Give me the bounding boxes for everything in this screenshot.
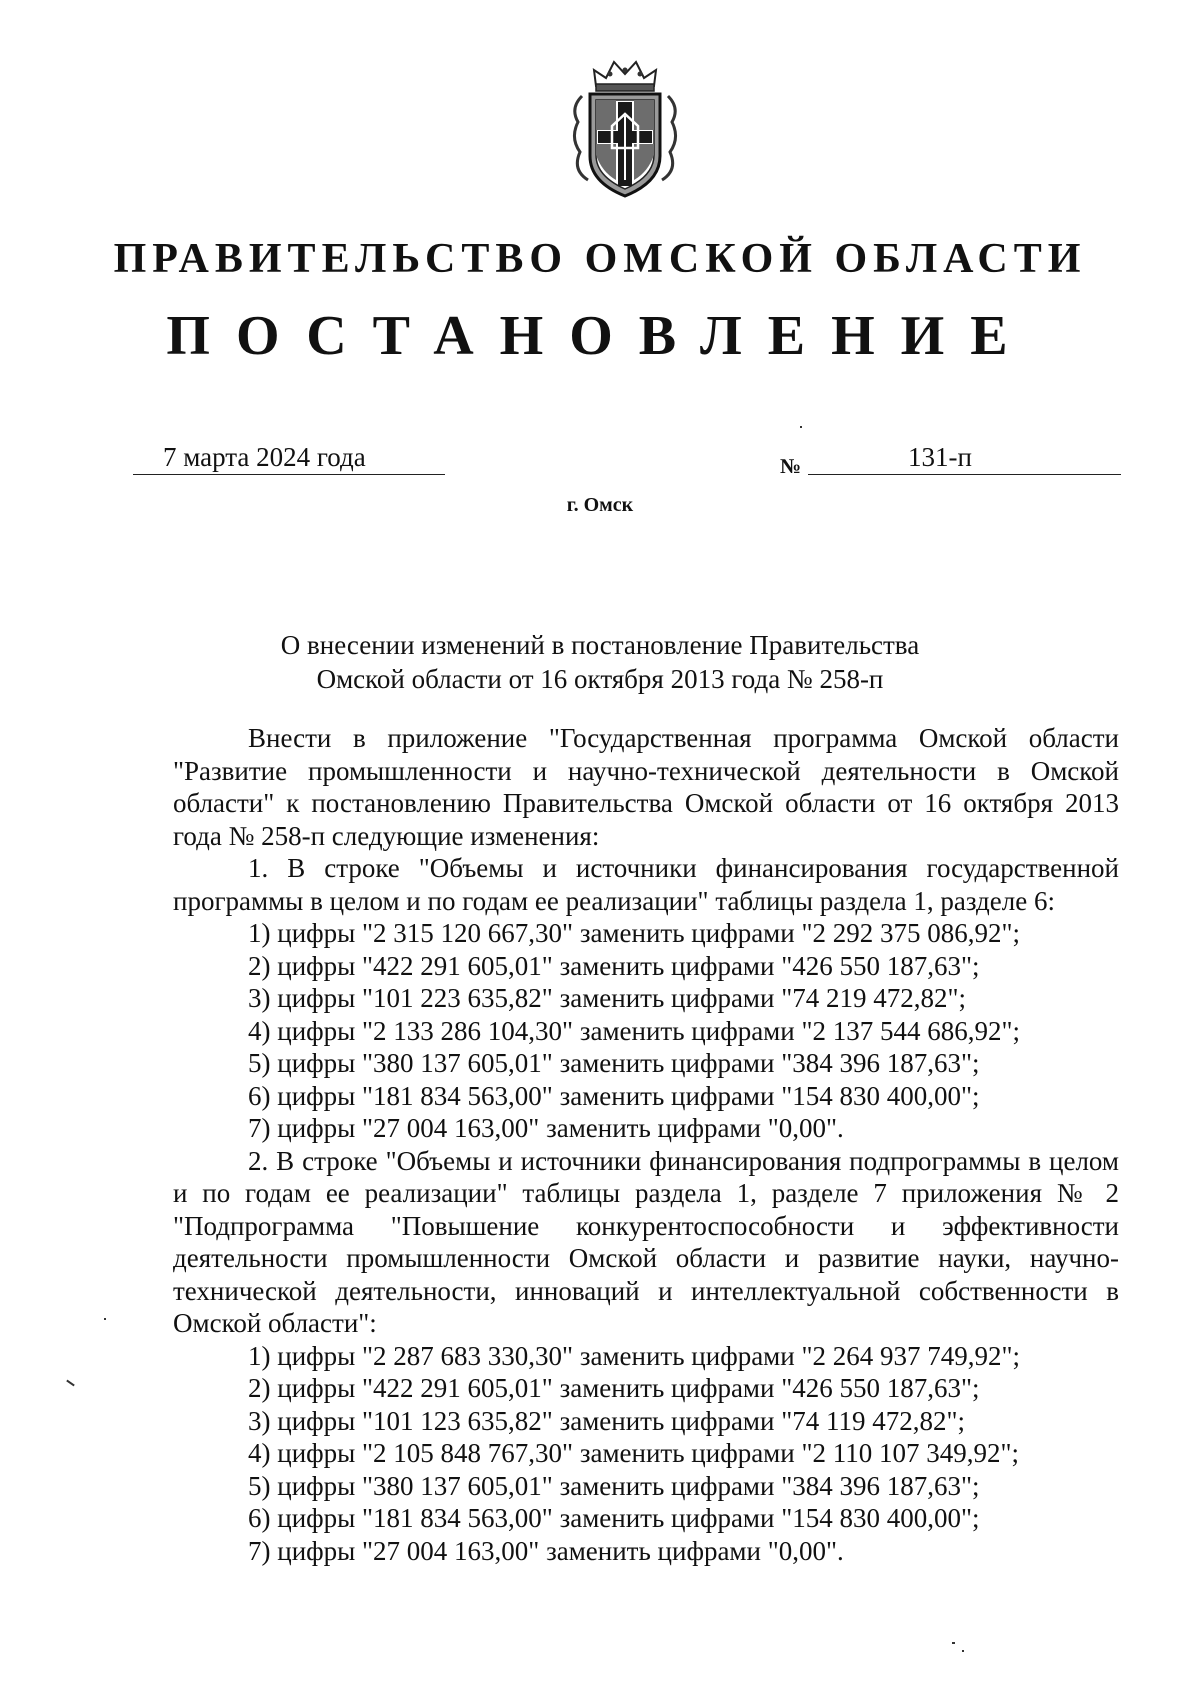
item-2-subitem: 3) цифры "101 123 635,82" заменить цифрами "74 119 472,82"; xyxy=(248,1405,966,1436)
scan-speck xyxy=(800,426,802,428)
scan-speck xyxy=(962,1650,964,1652)
scan-speck xyxy=(952,1642,955,1644)
subject-line-1: О внесении изменений в постановление Правительства xyxy=(280,630,920,660)
item-2-subitem: 4) цифры "2 105 848 767,30" заменить цифрами "2 110 107 349,92"; xyxy=(248,1438,1020,1468)
document-body xyxy=(173,722,1119,1567)
document-type-title: ПОСТАНОВЛЕНИЕ xyxy=(166,305,1034,367)
item-1-subitem: 6) цифры "181 834 563,00" заменить цифрами "154 830 400,00"; xyxy=(248,1080,980,1111)
document-date: 7 марта 2024 года xyxy=(133,440,445,475)
item-1-subitem: 7) цифры "27 004 163,00" заменить цифрами "0,00". xyxy=(248,1113,844,1143)
intro-paragraph: Внести в приложение "Государственная программа Омской области "Развитие промышленности и научно-технической деятельности в Омской области" к постановлению Правительства Омской области от 16 октября 2013 года № 258-п следующие изменения: xyxy=(173,723,1119,851)
coat-of-arms-emblem xyxy=(566,52,684,200)
subject-line-2: Омской области от 16 октября 2013 года № 258-п xyxy=(316,664,884,694)
item-1-subitem: 4) цифры "2 133 286 104,30" заменить цифрами "2 137 544 686,92"; xyxy=(248,1015,1021,1046)
item-1-subitem: 1) цифры "2 315 120 667,30" заменить цифрами "2 292 375 086,92"; xyxy=(248,918,1021,948)
item-2-subitem: 7) цифры "27 004 163,00" заменить цифрами "0,00". xyxy=(248,1535,844,1566)
item-2-subitem: 6) цифры "181 834 563,00" заменить цифрами "154 830 400,00"; xyxy=(248,1503,980,1533)
item-2-paragraph: 2. В строке "Объемы и источники финансирования подпрограммы в целом и по годам ее реализации" таблицы раздела 1, разделе 7 приложения № 2 "Подпрограмма "Повышение конкурентоспособности и эффективности деятельности промышленности Омской области и развитие науки, научно-технической деятельности, инноваций и интеллектуальной собственности в Омской области": xyxy=(173,1145,1119,1338)
item-1-paragraph: 1. В строке "Объемы и источники финансирования государственной программы в целом и по годам ее реализации" таблицы раздела 1, разделе 6: xyxy=(173,853,1119,916)
document-subject xyxy=(0,628,1200,696)
item-2-subitem: 2) цифры "422 291 605,01" заменить цифрами "426 550 187,63"; xyxy=(248,1373,980,1403)
item-2-subitem: 1) цифры "2 287 683 330,30" заменить цифрами "2 264 937 749,92"; xyxy=(248,1340,1021,1371)
scan-speck xyxy=(66,1380,75,1387)
scan-speck xyxy=(104,1318,106,1320)
item-2-subitem: 5) цифры "380 137 605,01" заменить цифрами "384 396 187,63"; xyxy=(248,1470,980,1501)
number-sign: № xyxy=(780,454,802,478)
document-city: г. Омск xyxy=(566,494,634,516)
government-title: ПРАВИТЕЛЬСТВО ОМСКОЙ ОБЛАСТИ xyxy=(113,236,1087,282)
item-1-subitem: 2) цифры "422 291 605,01" заменить цифрами "426 550 187,63"; xyxy=(248,950,980,981)
item-1-subitem: 3) цифры "101 223 635,82" заменить цифрами "74 219 472,82"; xyxy=(248,983,967,1013)
item-1-subitem: 5) цифры "380 137 605,01" заменить цифрами "384 396 187,63"; xyxy=(248,1048,980,1078)
document-number: 131-п xyxy=(808,440,1121,475)
